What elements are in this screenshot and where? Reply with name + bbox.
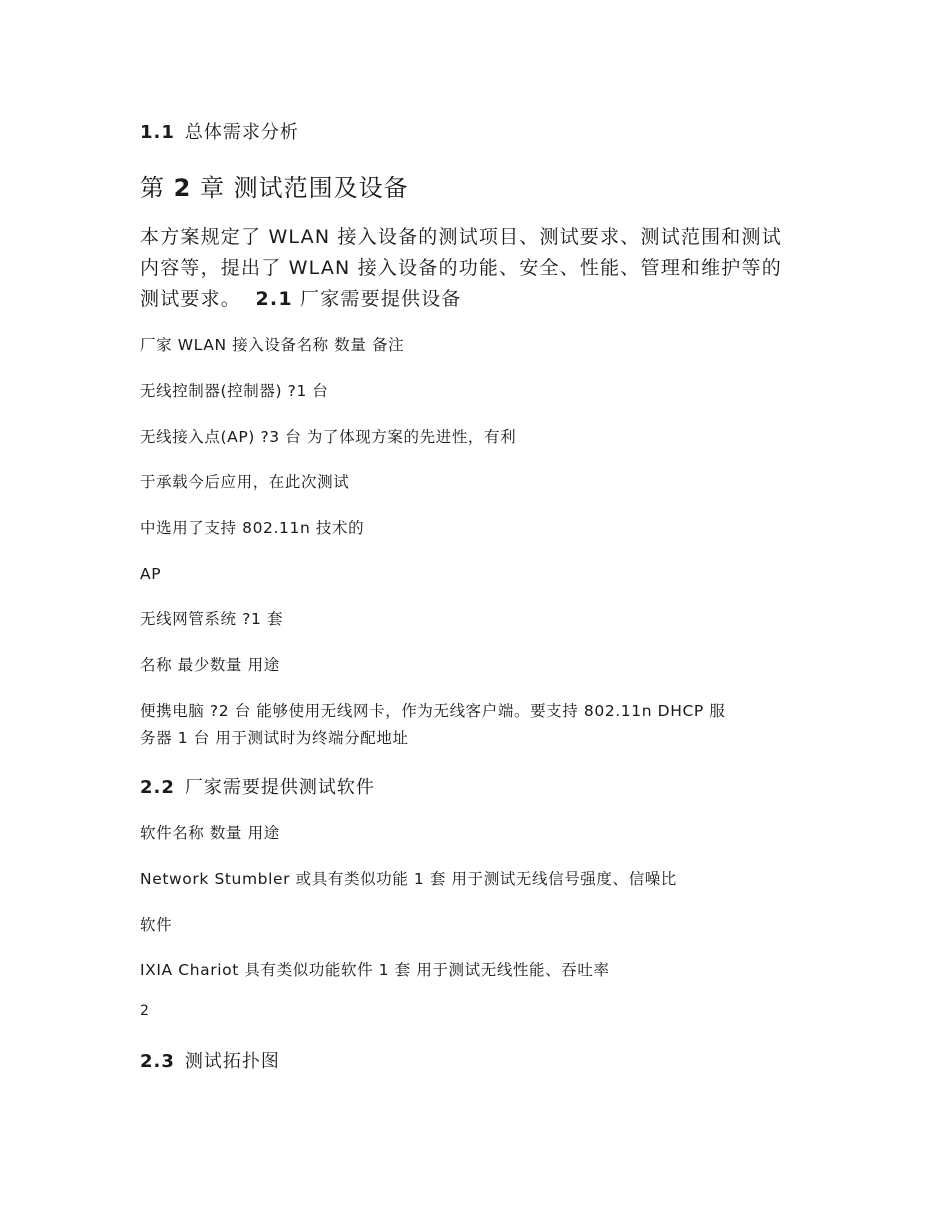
section-title: 测试拓扑图 xyxy=(184,1051,280,1072)
device-row-controller: 无线控制器(控制器) ?1 台 xyxy=(140,382,329,400)
device-row-ap-note-3: 中选用了支持 802.11n 技术的 xyxy=(140,519,365,537)
section-2-1-title: 厂家需要提供设备 xyxy=(300,288,462,310)
section-number: 2.3 xyxy=(140,1051,175,1072)
device-row-ap-note-2: 于承载今后应用，在此次测试 xyxy=(140,473,350,491)
page-number: 2 xyxy=(140,1003,149,1019)
software-row-stumbler: Network Stumbler 或具有类似功能 1 套 用于测试无线信号强度、信噪比 xyxy=(140,870,677,888)
section-number: 1.1 xyxy=(140,122,175,143)
chapter-2-heading: 第 2 章 测试范围及设备 xyxy=(140,174,409,202)
device-table-header: 厂家 WLAN 接入设备名称 数量 备注 xyxy=(140,336,405,354)
section-title: 厂家需要提供测试软件 xyxy=(184,777,375,798)
section-2-1-number: 2.1 xyxy=(255,288,293,310)
device-row-ap-note-4: AP xyxy=(140,565,162,583)
section-2-3-heading xyxy=(140,1047,280,1073)
section-title: 总体需求分析 xyxy=(184,122,299,143)
software-table-header: 软件名称 数量 用途 xyxy=(140,824,280,842)
chapter-number: 2 xyxy=(173,174,192,202)
intro-line-2: 内容等，提出了 WLAN 接入设备的功能、安全、性能、管理和维护等的 xyxy=(140,257,782,279)
equipment-row-dhcp: 务器 1 台 用于测试时为终端分配地址 xyxy=(140,729,409,747)
software-row-chariot: IXIA Chariot 具有类似功能软件 1 套 用于测试无线性能、吞吐率 xyxy=(140,961,610,979)
intro-line-3: 测试要求。 2.1 厂家需要提供设备 xyxy=(140,288,462,310)
section-1-1-heading xyxy=(140,118,299,144)
intro-line-1: 本方案规定了 WLAN 接入设备的测试项目、测试要求、测试范围和测试 xyxy=(140,226,782,248)
device-row-nms: 无线网管系统 ?1 套 xyxy=(140,610,284,628)
section-number: 2.2 xyxy=(140,777,175,798)
chapter-title: 章 测试范围及设备 xyxy=(199,174,409,202)
section-2-2-heading xyxy=(140,773,375,799)
equipment-table-header: 名称 最少数量 用途 xyxy=(140,656,280,674)
device-row-ap: 无线接入点(AP) ?3 台 为了体现方案的先进性，有利 xyxy=(140,428,517,446)
equipment-row-laptop: 便携电脑 ?2 台 能够使用无线网卡，作为无线客户端。要支持 802.11n DHCP 服 xyxy=(140,702,726,720)
software-row-stumbler-cont: 软件 xyxy=(140,916,173,934)
